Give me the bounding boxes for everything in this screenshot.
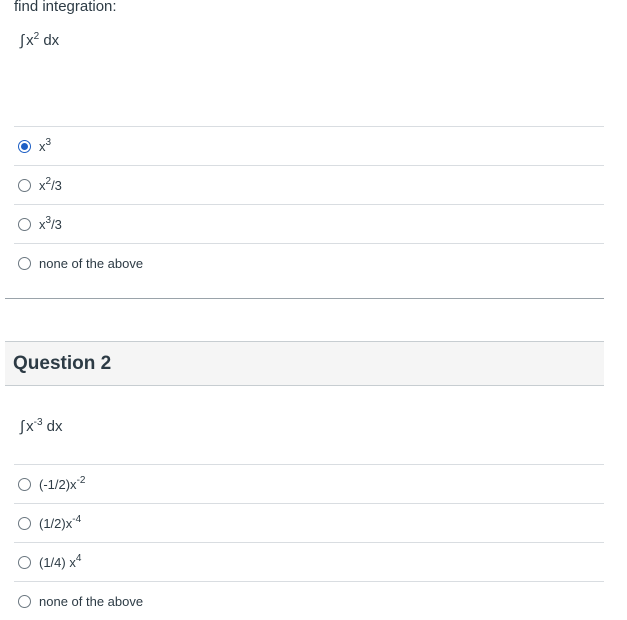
answer-label: $x^3$ — [39, 136, 52, 154]
question-2-title: Question 2 — [13, 353, 112, 374]
answer-label: none of the above — [39, 593, 144, 609]
answer-option[interactable] — [14, 581, 604, 620]
question-2-formula — [20, 418, 63, 435]
integral-symbol: ∫ — [20, 418, 25, 435]
question-1-formula — [20, 32, 59, 49]
formula-exponent: -3 — [33, 417, 43, 428]
question-1-answers — [14, 126, 604, 282]
formula-suffix: dx — [39, 32, 60, 49]
formula-base: x — [26, 418, 34, 435]
question-2-answers — [14, 464, 604, 620]
answer-label: $x^2/3$ — [39, 175, 62, 193]
question-divider — [5, 298, 604, 299]
radio-button[interactable] — [18, 595, 31, 608]
answer-label: $x^3/3$ — [39, 214, 62, 232]
answer-label: $(-1/2)x^{-2}$ — [39, 474, 86, 492]
answer-label: none of the above — [39, 255, 144, 271]
answer-label: $(1/2)x^{-4}$ — [39, 513, 82, 531]
radio-button[interactable] — [18, 517, 31, 530]
answer-label: (1/4) $x^4$ — [39, 552, 82, 570]
question-2-header — [5, 341, 604, 386]
radio-button[interactable] — [18, 218, 31, 231]
answer-option[interactable] — [14, 126, 604, 165]
answer-option[interactable] — [14, 542, 604, 581]
question-1-prompt: find integration: — [14, 0, 117, 15]
radio-button-selected[interactable] — [18, 140, 31, 153]
radio-button[interactable] — [18, 556, 31, 569]
formula-exponent: 2 — [33, 31, 40, 42]
formula-base: x — [26, 32, 34, 49]
answer-option[interactable] — [14, 464, 604, 503]
formula-suffix: dx — [42, 418, 63, 435]
radio-button[interactable] — [18, 179, 31, 192]
integral-symbol: ∫ — [20, 32, 25, 49]
radio-button[interactable] — [18, 257, 31, 270]
answer-option[interactable] — [14, 204, 604, 243]
radio-button[interactable] — [18, 478, 31, 491]
answer-option[interactable] — [14, 503, 604, 542]
answer-option[interactable] — [14, 165, 604, 204]
answer-option[interactable] — [14, 243, 604, 282]
